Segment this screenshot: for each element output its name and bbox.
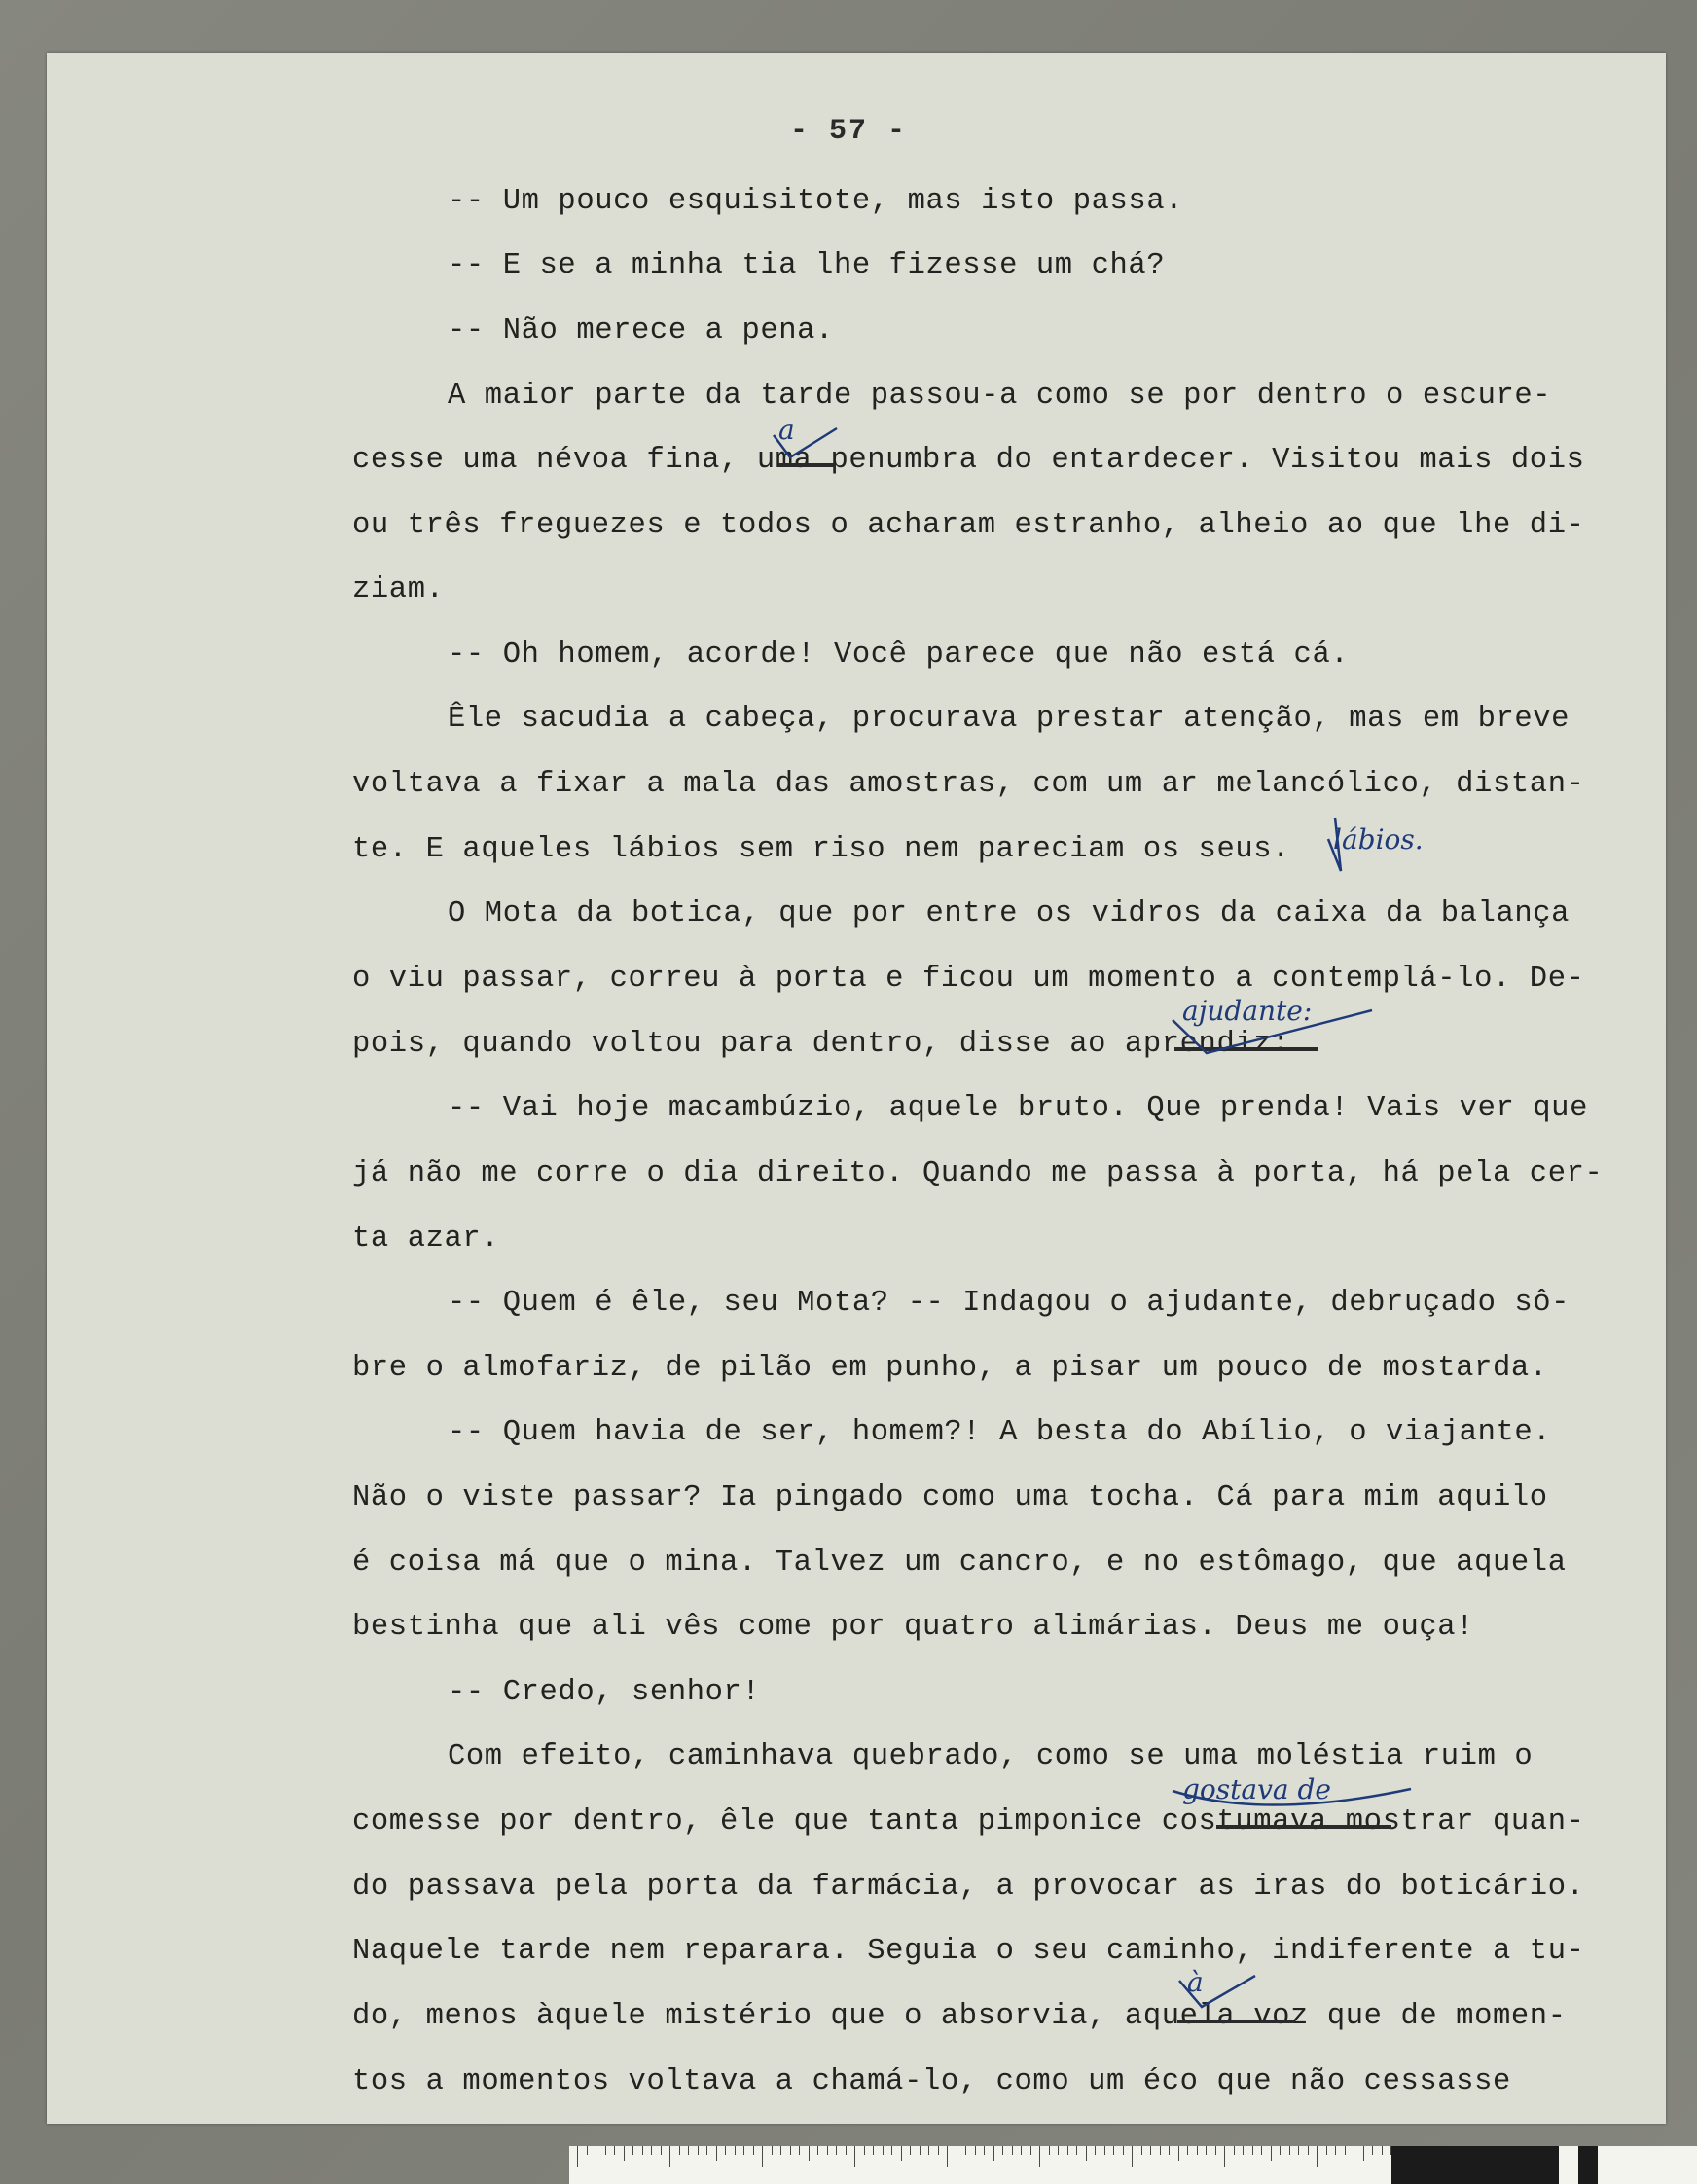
ruler-tick — [605, 2146, 606, 2155]
ruler-tick — [1326, 2146, 1327, 2155]
caret-mark — [1173, 1789, 1411, 1805]
ruler-black-segment — [1391, 2146, 1559, 2184]
ruler-white-segment — [1559, 2146, 1578, 2184]
text-line: voltava a fixar a mala das amostras, com um ar melancólico, distan- — [352, 768, 1585, 801]
ruler-tick — [1058, 2146, 1059, 2155]
text-line: bestinha que ali vês come por quatro alimárias. Deus me ouça! — [352, 1611, 1475, 1644]
ruler-tick — [762, 2146, 763, 2167]
page-number: - 57 - — [789, 115, 908, 148]
ruler-tick — [1030, 2146, 1031, 2155]
ruler-tick — [1382, 2146, 1383, 2155]
text-line: comesse por dentro, êle que tanta pimponice costumava mostrar quan- — [352, 1805, 1585, 1838]
ruler-tick — [1289, 2146, 1290, 2155]
ruler-tick — [1345, 2146, 1346, 2155]
ruler-tick — [1298, 2146, 1299, 2155]
ruler-tick — [1169, 2146, 1170, 2155]
ruler-tick — [1123, 2146, 1124, 2155]
ruler-tick — [1012, 2146, 1013, 2155]
ruler-tick — [975, 2146, 976, 2155]
ruler-tick — [928, 2146, 929, 2155]
ruler-tick — [1280, 2146, 1281, 2155]
scale-ruler — [569, 2146, 1697, 2184]
text-line: é coisa má que o mina. Talvez um cancro, e no estômago, que aquela — [352, 1547, 1567, 1580]
ruler-tick — [669, 2146, 670, 2167]
caret-mark — [1179, 1976, 1255, 2007]
caret-mark — [774, 428, 837, 457]
handwritten-correction: ajudante: — [1182, 995, 1313, 1027]
caret-mark — [1328, 818, 1341, 871]
ruler-tick — [1132, 2146, 1133, 2167]
ruler-tick — [587, 2146, 588, 2155]
ruler-tick — [632, 2146, 633, 2155]
ruler-tick — [1067, 2146, 1068, 2155]
text-line: tos a momentos voltava a chamá-lo, como um éco que não cessasse — [352, 2065, 1511, 2098]
text-line: te. E aqueles lábios sem riso nem pareciam os seus. — [352, 833, 1291, 866]
ruler-tick — [1252, 2146, 1253, 2155]
text-line: -- Vai hoje macambúzio, aquele bruto. Que prenda! Vais ver que — [448, 1092, 1588, 1125]
text-line: pois, quando voltou para dentro, disse ao aprendiz: — [352, 1028, 1291, 1061]
ruler-tick — [1021, 2146, 1022, 2155]
ruler-tick — [809, 2146, 810, 2161]
ruler-tick — [846, 2146, 847, 2155]
text-line: -- Oh homem, acorde! Você parece que não está cá. — [448, 638, 1350, 672]
ruler-tick — [836, 2146, 837, 2155]
ruler-tick — [920, 2146, 921, 2155]
ruler-tick — [1160, 2146, 1161, 2155]
ruler-tick — [1086, 2146, 1087, 2161]
text-line: -- Quem é êle, seu Mota? -- Indagou o ajudante, debruçado sô- — [448, 1287, 1571, 1320]
ruler-tick — [688, 2146, 689, 2155]
ruler-tick — [577, 2146, 578, 2167]
text-line: -- E se a minha tia lhe fizesse um chá? — [448, 249, 1166, 282]
text-line: ziam. — [352, 573, 445, 606]
text-line: bre o almofariz, de pilão em punho, a pisar um pouco de mostarda. — [352, 1352, 1548, 1385]
ruler-tick — [827, 2146, 828, 2155]
ruler-tick — [1335, 2146, 1336, 2155]
ruler-tick — [1224, 2146, 1225, 2167]
ruler-tick — [1372, 2146, 1373, 2155]
ruler-tick — [901, 2146, 902, 2161]
ruler-tick — [993, 2146, 994, 2161]
ruler-tick — [1215, 2146, 1216, 2155]
text-line: já não me corre o dia direito. Quando me passa à porta, há pela cer- — [352, 1157, 1604, 1190]
ruler-tick — [1049, 2146, 1050, 2155]
text-line: Não o viste passar? Ia pingado como uma tocha. Cá para mim aquilo — [352, 1481, 1548, 1514]
ruler-tick — [790, 2146, 791, 2155]
ruler-tick — [947, 2146, 948, 2167]
text-line: -- Quem havia de ser, homem?! A besta do Abílio, o viajante. — [448, 1416, 1552, 1449]
ruler-tick — [1076, 2146, 1077, 2155]
ruler-tick — [1197, 2146, 1198, 2155]
ruler-tick — [780, 2146, 781, 2155]
text-line: cesse uma névoa fina, uma penumbra do entardecer. Visitou mais dois — [352, 444, 1585, 477]
ruler-tick — [965, 2146, 966, 2155]
handwritten-correction: gostava de — [1182, 1773, 1332, 1805]
ruler-tick — [725, 2146, 726, 2155]
ruler-tick — [891, 2146, 892, 2155]
text-line: O Mota da botica, que por entre os vidros da caixa da balança — [448, 897, 1571, 930]
ruler-tick — [698, 2146, 699, 2155]
ruler-tick — [883, 2146, 884, 2155]
ruler-tick — [984, 2146, 985, 2155]
ruler-tick — [624, 2146, 625, 2161]
ruler-black-segment — [1578, 2146, 1598, 2184]
ruler-tick — [910, 2146, 911, 2155]
ruler-tick — [1271, 2146, 1272, 2161]
text-line: Êle sacudia a cabeça, procurava prestar atenção, mas em breve — [448, 703, 1571, 736]
ruler-tick — [1104, 2146, 1105, 2155]
ruler-tick — [651, 2146, 652, 2155]
ruler-tick — [854, 2146, 855, 2167]
text-line: -- Credo, senhor! — [448, 1676, 761, 1709]
caret-mark — [1173, 1010, 1372, 1053]
ruler-tick — [735, 2146, 736, 2155]
ruler-tick — [772, 2146, 773, 2155]
text-line: -- Não merece a pena. — [448, 314, 834, 347]
ruler-tick — [1187, 2146, 1188, 2155]
ruler-tick — [753, 2146, 754, 2155]
ruler-tick — [817, 2146, 818, 2155]
ruler-tick — [1039, 2146, 1040, 2167]
ruler-tick — [679, 2146, 680, 2155]
ruler-tick — [1308, 2146, 1309, 2155]
text-line: A maior parte da tarde passou-a como se por dentro o escure- — [448, 380, 1552, 413]
handwritten-correction: a — [778, 414, 795, 446]
ruler-tick — [938, 2146, 939, 2155]
ruler-tick — [1113, 2146, 1114, 2155]
ruler-tick — [614, 2146, 615, 2155]
ruler-tick — [1095, 2146, 1096, 2155]
text-line: ou três freguezes e todos o acharam estranho, alheio ao que lhe di- — [352, 509, 1585, 542]
ruler-tick — [1178, 2146, 1179, 2161]
text-line: Naquele tarde nem reparara. Seguia o seu caminho, indiferente a tu- — [352, 1935, 1585, 1968]
ruler-tick — [1261, 2146, 1262, 2155]
text-line: o viu passar, correu à porta e ficou um momento a contemplá-lo. De- — [352, 963, 1585, 996]
ruler-tick — [873, 2146, 874, 2155]
ruler-tick — [642, 2146, 643, 2155]
ruler-tick — [743, 2146, 744, 2155]
ruler-tick — [1002, 2146, 1003, 2155]
ruler-tick — [1150, 2146, 1151, 2155]
ruler-tick — [1206, 2146, 1207, 2155]
handwritten-correction: à — [1187, 1966, 1204, 1998]
ruler-tick — [716, 2146, 717, 2161]
ruler-tick — [799, 2146, 800, 2155]
ruler-tick — [1317, 2146, 1318, 2167]
ruler-tick — [661, 2146, 662, 2155]
ruler-tick — [706, 2146, 707, 2155]
text-line: do, menos àquele mistério que o absorvia, aquela voz que de momen- — [352, 2000, 1567, 2033]
text-line: Com efeito, caminhava quebrado, como se uma moléstia ruim o — [448, 1740, 1534, 1773]
text-line: ta azar. — [352, 1222, 500, 1256]
ruler-tick — [864, 2146, 865, 2155]
ruler-tick — [1141, 2146, 1142, 2155]
ruler-tick — [1363, 2146, 1364, 2161]
text-line: do passava pela porta da farmácia, a provocar as iras do boticário. — [352, 1871, 1585, 1904]
ruler-tick — [1243, 2146, 1244, 2155]
ruler-tick — [1234, 2146, 1235, 2155]
text-line: -- Um pouco esquisitote, mas isto passa. — [448, 185, 1184, 218]
handwritten-correction: lábios. — [1333, 823, 1424, 855]
